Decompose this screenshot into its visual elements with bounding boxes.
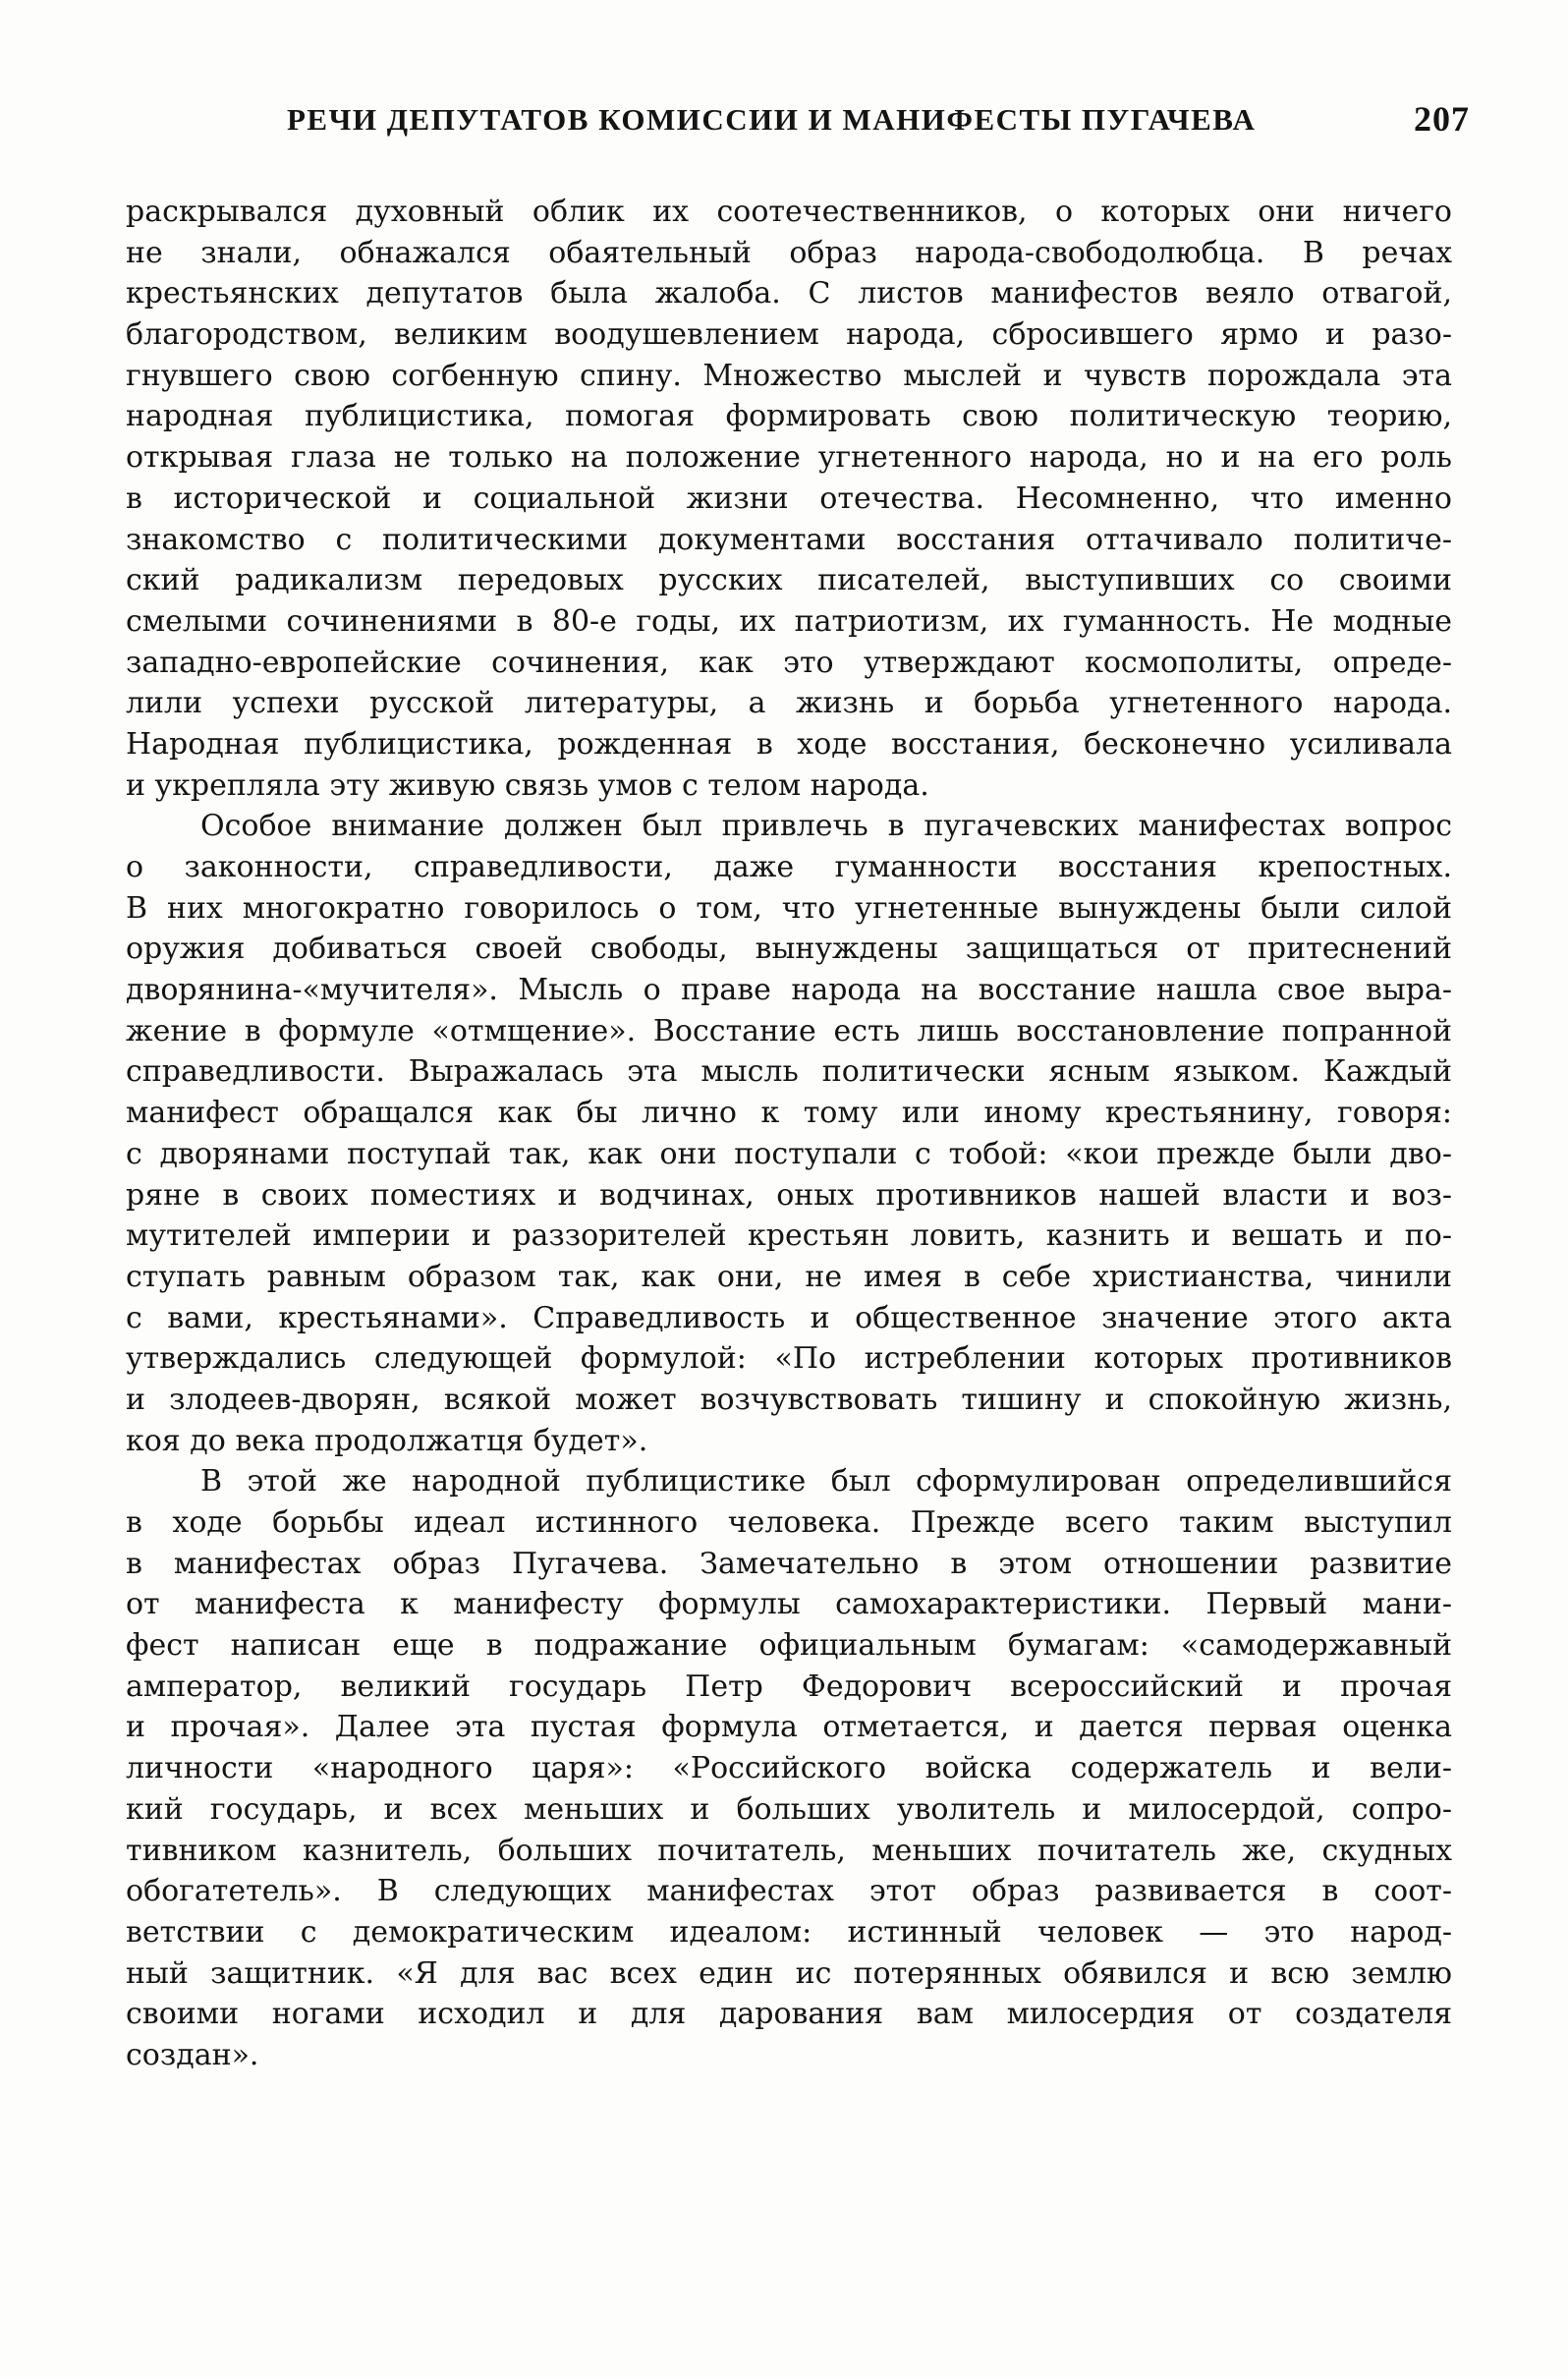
text-line: своими ногами исходил и для дарования вам милосердия от создателя — [126, 1997, 1452, 2032]
text-line: в исторической и социальной жизни отечества. Несомненно, что именно — [126, 481, 1452, 516]
running-header — [126, 99, 1470, 151]
text-line: дворянина-«мучителя». Мысль о праве народа на восстание нашла свое выра- — [126, 973, 1452, 1008]
text-line: кий государь, и всех меньших и больших уволитель и милосердой, сопро- — [126, 1791, 1452, 1827]
text-line: ветствии с демократическим идеалом: истинный человек — это народ- — [126, 1914, 1452, 1950]
page-number: 207 — [1414, 99, 1470, 139]
text-line: и прочая». Далее эта пустая формула отметается, и дается первая оценка — [126, 1710, 1452, 1745]
text-line: и укрепляла эту живую связь умов с телом народа. — [126, 767, 929, 803]
text-line: знакомство с политическими документами восстания оттачивало политиче- — [126, 522, 1452, 557]
running-title: РЕЧИ ДЕПУТАТОВ КОМИССИИ И МАНИФЕСТЫ ПУГАЧЕВА — [287, 102, 1257, 137]
text-line: крестьянских депутатов была жалоба. С листов манифестов веяло отвагой, — [126, 276, 1452, 311]
body-text — [126, 192, 1452, 2076]
text-line: западно-европейские сочинения, как это утверждают космополиты, опреде- — [126, 645, 1452, 680]
text-line: ступать равным образом так, как они, не имея в себе христианства, чинили — [126, 1259, 1452, 1294]
text-line: фест написан еще в подражание официальным бумагам: «самодержавный — [126, 1628, 1452, 1664]
text-line: утверждались следующей формулой: «По истреблении которых противников — [126, 1341, 1452, 1377]
text-line: ряне в своих поместиях и водчинах, оных противников нашей власти и воз- — [126, 1177, 1452, 1213]
text-line: смелыми сочинениями в 80-е годы, их патриотизм, их гуманность. Не модные — [126, 603, 1452, 639]
paragraph — [126, 1461, 1452, 2075]
paragraph — [126, 192, 1452, 806]
paragraph — [126, 806, 1452, 1461]
text-line: личности «народного царя»: «Российского войска содержатель и вели- — [126, 1751, 1452, 1786]
text-line: лили успехи русской литературы, а жизнь и борьба угнетенного народа. — [126, 686, 1452, 721]
text-line: в ходе борьбы идеал истинного человека. Прежде всего таким выступил — [126, 1505, 1452, 1540]
text-line: от манифеста к манифесту формулы самохарактеристики. Первый мани- — [126, 1587, 1452, 1622]
text-line: Народная публицистика, рожденная в ходе восстания, бесконечно усиливала — [126, 726, 1452, 762]
text-line: амператор, великий государь Петр Федорович всероссийский и прочая — [126, 1669, 1452, 1704]
text-line: оружия добиваться своей свободы, вынуждены защищаться от притеснений — [126, 932, 1452, 967]
text-line: мутителей империи и раззорителей крестьян ловить, казнить и вешать и по- — [126, 1218, 1452, 1254]
text-line: с дворянами поступай так, как они поступали с тобой: «кои прежде были дво- — [126, 1136, 1452, 1171]
text-line: в манифестах образ Пугачева. Замечательно в этом отношении развитие — [126, 1546, 1452, 1581]
text-line: Особое внимание должен был привлечь в пугачевских манифестах вопрос — [200, 809, 1452, 844]
text-line: коя до века продолжатця будет». — [126, 1423, 648, 1458]
text-line: обогатетель». В следующих манифестах этот образ развивается в соот- — [126, 1874, 1452, 1909]
text-line: В этой же народной публицистике был сформулирован определившийся — [200, 1464, 1452, 1500]
text-line: и злодеев-дворян, всякой может возчувствовать тишину и спокойную жизнь, — [126, 1382, 1452, 1417]
text-line: гнувшего свою согбенную спину. Множество мыслей и чувств порождала эта — [126, 358, 1452, 393]
text-line: В них многократно говорилось о том, что угнетенные вынуждены были силой — [126, 890, 1452, 926]
text-line: благородством, великим воодушевлением народа, сбросившего ярмо и разо- — [126, 317, 1452, 353]
text-line: народная публицистика, помогая формировать свою политическую теорию, — [126, 399, 1452, 434]
text-line: не знали, обнажался обаятельный образ народа-свободолюбца. В речах — [126, 235, 1452, 270]
text-line: манифест обращался как бы лично к тому или иному крестьянину, говоря: — [126, 1096, 1452, 1131]
text-line: с вами, крестьянами». Справедливость и общественное значение этого акта — [126, 1300, 1452, 1335]
text-line: ный защитник. «Я для вас всех един ис потерянных обявился и всю землю — [126, 1955, 1452, 1991]
text-line: тивником казнитель, больших почитатель, меньших почитатель же, скудных — [126, 1833, 1452, 1868]
text-line: жение в формуле «отмщение». Восстание есть лишь восстановление попранной — [126, 1013, 1452, 1048]
text-line: о законности, справедливости, даже гуманности восстания крепостных. — [126, 850, 1452, 884]
text-line: ский радикализм передовых русских писателей, выступивших со своими — [126, 563, 1452, 598]
text-line: справедливости. Выражалась эта мысль политически ясным языком. Каждый — [126, 1054, 1452, 1090]
text-line: открывая глаза не только на положение угнетенного народа, но и на его роль — [126, 440, 1452, 476]
text-line: раскрывался духовный облик их соотечественников, о которых они ничего — [126, 195, 1452, 229]
text-line: создан». — [126, 2037, 259, 2072]
